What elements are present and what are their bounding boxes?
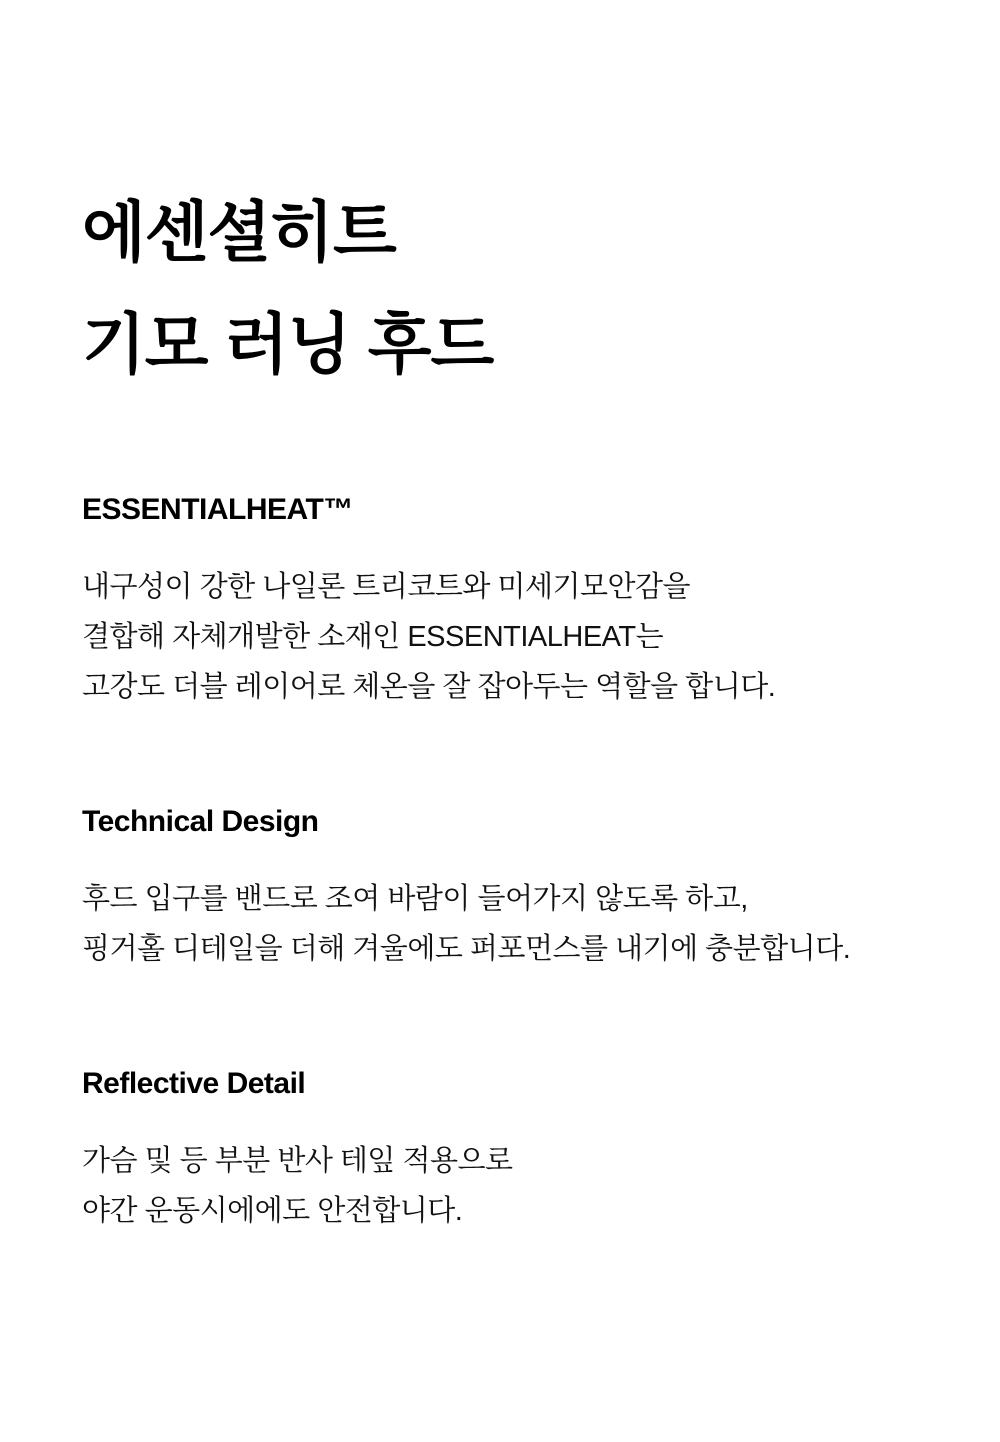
section-essentialheat-line: 결합해 자체개발한 소재인 ESSENTIALHEAT는: [82, 621, 664, 653]
section-essentialheat-line: 내구성이 강한 나일론 트리코트와 미세기모안감을: [82, 571, 691, 603]
section-essentialheat-line: 고강도 더블 레이어로 체온을 잘 잡아두는 역할을 합니다.: [82, 671, 776, 703]
page-title-line-1: 에센셜히트: [82, 195, 396, 269]
page-title-line-2: 기모 러닝 후드: [82, 307, 494, 381]
section-reflective-detail-line: 야간 운동시에에도 안전합니다.: [82, 1195, 463, 1227]
page-title: [82, 176, 940, 400]
section-essentialheat: [82, 490, 940, 712]
section-technical-design-line: 핑거홀 디테일을 더해 겨울에도 퍼포먼스를 내기에 충분합니다.: [82, 933, 851, 965]
section-technical-design-line: 후드 입구를 밴드로 조여 바람이 들어가지 않도록 하고,: [82, 883, 748, 915]
section-technical-design: [82, 802, 940, 974]
section-reflective-detail-line: 가슴 및 등 부분 반사 테잎 적용으로: [82, 1145, 513, 1177]
section-essentialheat-heading: ESSENTIALHEAT™: [82, 493, 353, 526]
section-technical-design-heading: Technical Design: [82, 805, 319, 838]
section-reflective-detail-heading: Reflective Detail: [82, 1067, 306, 1100]
section-reflective-detail: [82, 1064, 940, 1236]
